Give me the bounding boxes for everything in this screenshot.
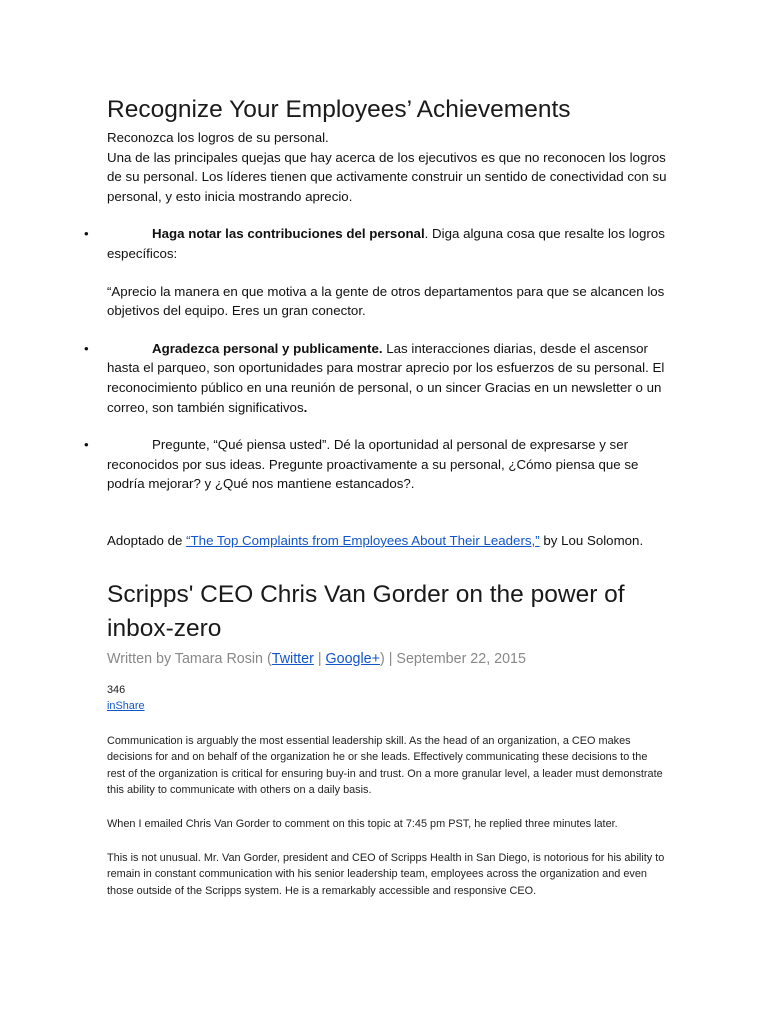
source-line	[107, 531, 667, 551]
byline-separator: |	[313, 650, 326, 667]
bullet-item-1	[84, 224, 667, 263]
bullet-1-text: . Diga alguna cosa que resalte los logros específicos:	[107, 226, 665, 261]
bullet-1-bold: Haga notar las contribuciones del personal	[152, 226, 425, 242]
quote-paragraph: “Aprecio la manera en que motiva a la gente de otros departamentos para que se alcancen los objetivos del equipo. Eres un gran conector.	[107, 283, 665, 319]
section1-title: Recognize Your Employees’ Achievements	[107, 96, 571, 123]
section1-subtitle: Reconozca los logros de su personal.	[107, 130, 329, 145]
bullet-3-text: Pregunte, “Qué piensa usted”. Dé la oportunidad al personal de expresarse y ser reconocidos por sus ideas. Pregunte proactivamente a su personal, ¿Cómo piensa que se podría mejorar? y ¿Qué nos mantiene estancados?.	[107, 437, 639, 492]
document-content	[84, 92, 667, 899]
source-article-link[interactable]: “The Top Complaints from Employees About Their Leaders,”	[186, 532, 540, 548]
bullet-2-bold: Agradezca personal y publicamente.	[152, 340, 383, 356]
byline-date: ) | September 22, 2015	[379, 650, 526, 667]
bullet-icon: •	[84, 437, 89, 453]
bullet-icon: •	[84, 340, 89, 356]
twitter-link[interactable]: Twitter	[271, 650, 314, 667]
google-plus-link[interactable]: Google+	[325, 650, 380, 667]
source-suffix: by Lou Solomon.	[539, 532, 644, 548]
bullet-item-2	[84, 339, 667, 417]
bullet-item-3	[84, 435, 667, 494]
section1-intro: Una de las principales quejas que hay acerca de los ejecutivos es que no reconocen los logros de su personal. Los líderes tienen que activamente construir un sentido de conectividad con su personal, y esto inicia mostrando aprecio.	[107, 149, 667, 204]
bullet-2-text: Las interacciones diarias, desde el ascensor hasta el parqueo, son oportunidades para mostrar aprecio por los esfuerzos de su personal. El reconocimiento público en una reunión de personal, o un sincer Gracias en un newsletter o un correo, son también significativos	[107, 340, 665, 415]
article-paragraph-2: When I emailed Chris Van Gorder to comment on this topic at 7:45 pm PST, he replied three minutes later.	[107, 818, 618, 831]
bullet-icon: •	[84, 226, 89, 242]
byline-prefix: Written by Tamara Rosin (	[107, 650, 272, 667]
article-paragraph-3: This is not unusual. Mr. Van Gorder, president and CEO of Scripps Health in San Diego, is notorious for his ability to remain in constant communication with his senior leadership team, employees across the organization and even those outside of the Scripps system. He is a remarkably accessible and responsive CEO.	[107, 851, 665, 897]
bullet-2-end: .	[303, 399, 308, 415]
inshare-link[interactable]: inShare	[107, 700, 145, 713]
article-paragraph-1: Communication is arguably the most essential leadership skill. As the head of an organization, a CEO makes decisions for and on behalf of the organization he or she leads. Effectively communicating these decisions to the rest of the organization is critical for ensuring buy-in and trust. On a more granular level, a leader must demonstrate this ability to communicate with others on a daily basis.	[107, 734, 663, 797]
share-count: 346	[107, 683, 126, 696]
section2-title: Scripps' CEO Chris Van Gorder on the power of inbox-zero	[107, 580, 625, 642]
source-prefix: Adoptado de	[107, 532, 187, 548]
article-byline	[107, 649, 667, 669]
